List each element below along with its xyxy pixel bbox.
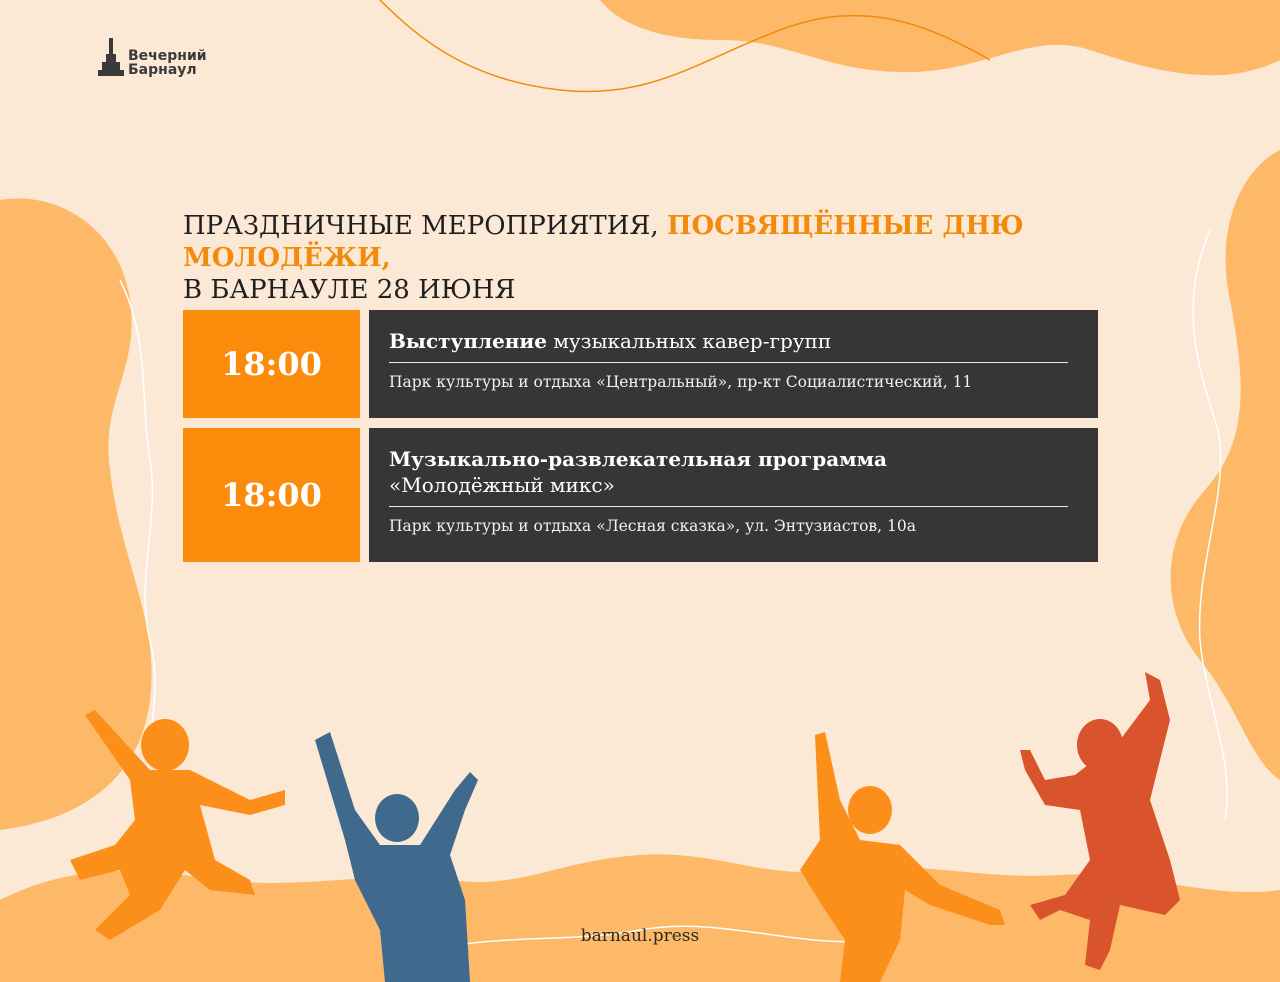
monument-icon (96, 36, 126, 80)
event-divider (389, 362, 1068, 363)
title-part-1: ПРАЗДНИЧНЫЕ МЕРОПРИЯТИЯ, (183, 211, 667, 241)
page-title (183, 210, 1183, 306)
event-time: 18:00 (183, 428, 360, 562)
event-time: 18:00 (183, 310, 360, 418)
right-blob (1171, 150, 1280, 780)
logo (96, 36, 207, 80)
event-title-bold: Выступление (389, 329, 547, 353)
logo-line-2: Барнаул (128, 62, 197, 78)
event-divider (389, 506, 1068, 507)
logo-line-1: Вечерний (128, 48, 207, 64)
left-blob (0, 198, 152, 830)
event-info (369, 428, 1098, 562)
event-title (389, 446, 1068, 498)
event-title-rest: «Молодёжный микс» (389, 473, 615, 497)
logo-text (128, 49, 207, 77)
event-title-bold: Музыкально-развлекательная программа (389, 447, 887, 471)
title-highlight: ПОСВЯЩЁННЫЕ ДНЮ МОЛОДЁЖИ, (183, 211, 1024, 273)
event-info (369, 310, 1098, 418)
event-title-rest: музыкальных кавер-групп (547, 329, 832, 353)
event-venue: Парк культуры и отдыха «Центральный», пр-кт Социалистический, 11 (389, 373, 973, 391)
title-part-2: В БАРНАУЛЕ 28 ИЮНЯ (183, 275, 516, 305)
event-title (389, 328, 1068, 354)
site-link[interactable]: barnaul.press (580, 926, 700, 946)
event-venue: Парк культуры и отдыха «Лесная сказка», ул. Энтузиастов, 10а (389, 517, 916, 535)
